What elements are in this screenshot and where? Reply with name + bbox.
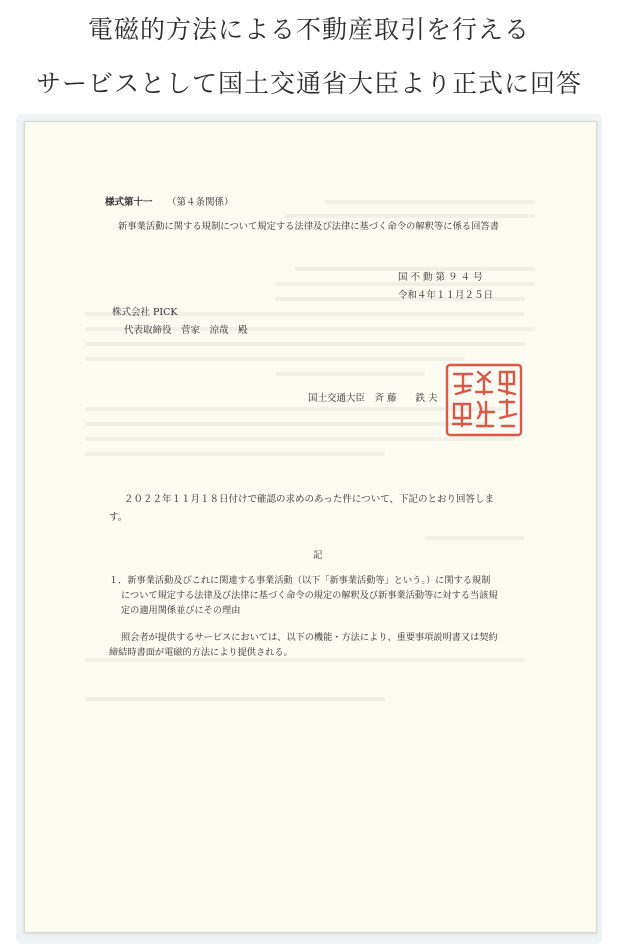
document-date: 令和４年１１月２５日 bbox=[398, 290, 494, 301]
recipient-person: 代表取締役 菅家 涼哉 殿 bbox=[124, 325, 248, 336]
sender-minister: 国土交通大臣 斉 藤 鉄 夫 bbox=[308, 393, 438, 404]
official-seal bbox=[444, 362, 524, 438]
ki-heading: 記 bbox=[313, 550, 323, 561]
document-number: 国 不 動 第 ９ ４ 号 bbox=[398, 272, 483, 283]
headline-line-2: サービスとして国土交通省大臣より正式に回答 bbox=[35, 69, 582, 98]
document-scan bbox=[24, 121, 597, 933]
recipient-company: 株式会社 PICK bbox=[112, 307, 178, 318]
paragraph-line-1: 照会者が提供するサービスにおいては、以下の機能・方法により、重要事項説明書又は契約 bbox=[121, 632, 498, 643]
item-1-line-2: について規定する法律及び法律に基づく命令の規定の解釈及び新事業活動等に対する当該規 bbox=[121, 590, 498, 601]
paragraph-line-2: 締結時書面が電磁的方法により提供される。 bbox=[109, 647, 293, 658]
form-label: 様式第十一 bbox=[105, 197, 153, 208]
headline-line-1: 電磁的方法による不動産取引を行える bbox=[87, 15, 530, 44]
body-line-1: ２０２２年１１月１８日付けで確認の求めのあった件について、下記のとおり回答しま bbox=[124, 494, 495, 505]
body-line-2: す。 bbox=[109, 512, 128, 523]
document-title: 新事業活動に関する規制について規定する法律及び法律に基づく命令の解釈等に係る回答書 bbox=[118, 221, 499, 232]
item-1-line-1: １．新事業活動及びこれに関連する事業活動（以下「新事業活動等」という。）に関する規制 bbox=[109, 575, 491, 586]
form-reference: （第４条関係） bbox=[167, 197, 234, 208]
item-1-line-3: 定の適用関係並びにその理由 bbox=[121, 605, 241, 616]
